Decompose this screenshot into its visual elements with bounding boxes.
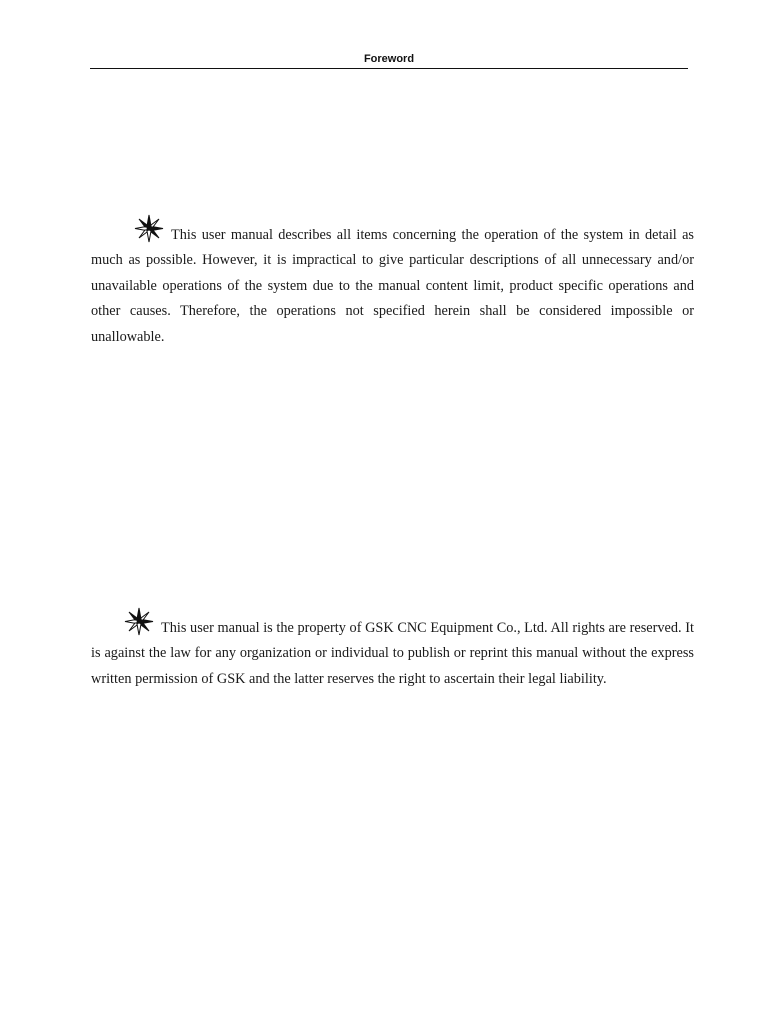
page-title: Foreword xyxy=(363,53,415,65)
paragraph-text: This user manual is the property of GSK CNC Equipment Co., Ltd. All rights are reserved. It is against the law for any organization or individual to publish or reprint this manual without the express written permission of GSK and the latter reserves the right to ascertain their legal liability. xyxy=(91,620,694,687)
compass-star-icon xyxy=(133,214,165,243)
compass-star-icon xyxy=(123,607,155,636)
paragraph-copyright xyxy=(91,607,694,692)
paragraph-manual-scope xyxy=(91,214,694,350)
paragraph-text: This user manual describes all items concerning the operation of the system in detail as much as possible. However, it is impractical to give particular descriptions of all unnecessary and/or unavailable operations of the system due to the manual content limit, product specific operations and other causes. Therefore, the operations not specified herein shall be considered impossible or unallowable. xyxy=(91,227,694,345)
page-header xyxy=(90,53,688,69)
